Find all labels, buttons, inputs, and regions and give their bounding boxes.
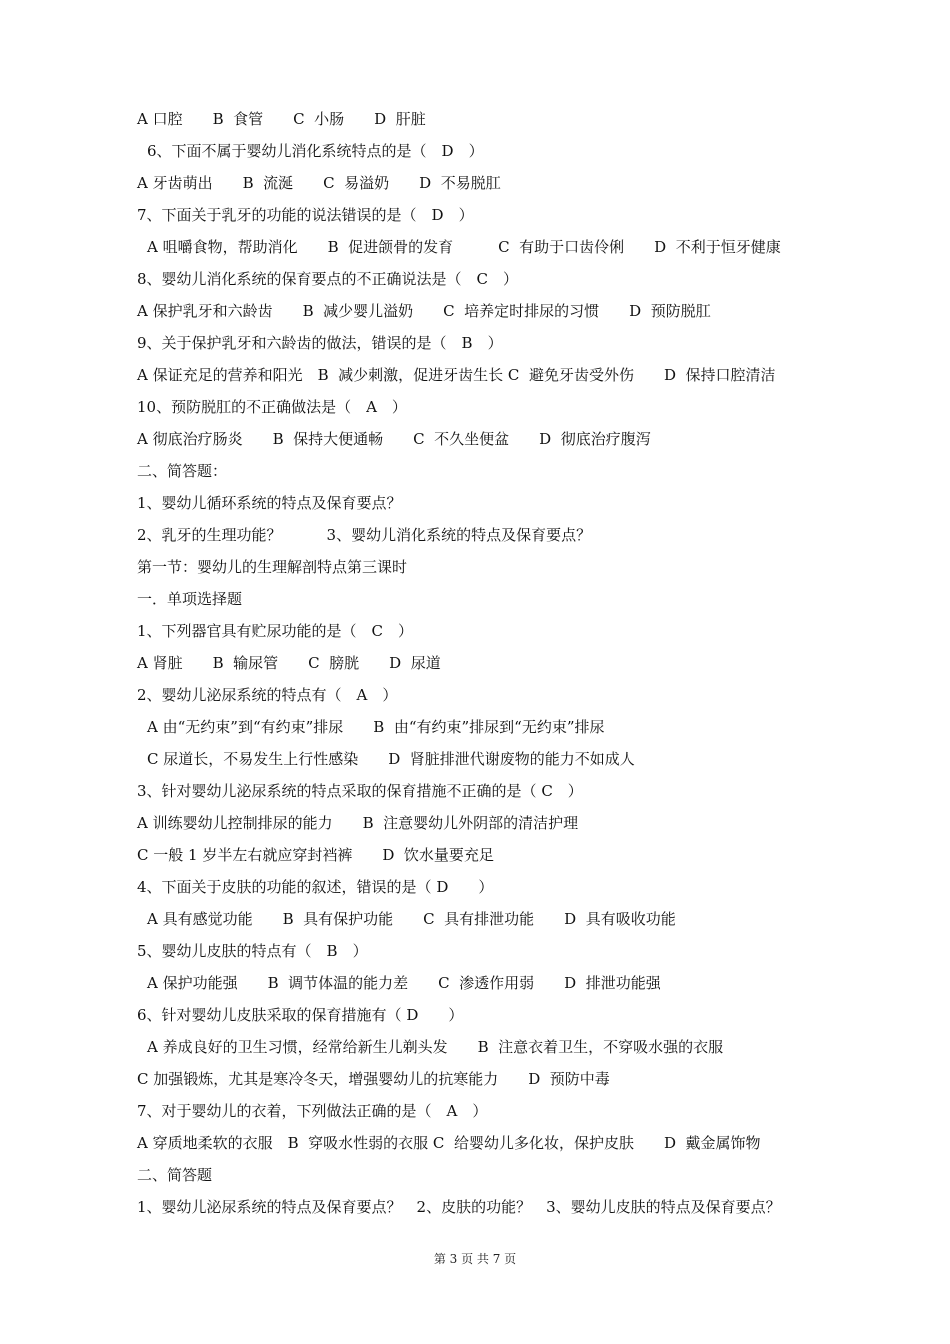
option-line: A 肾脏 B 输尿管 C 膀胱 D 尿道 bbox=[137, 654, 441, 672]
question-line: 2、婴幼儿泌尿系统的特点有（ A ） bbox=[137, 686, 398, 704]
option-line: A 咀嚼食物，帮助消化 B 促进颌骨的发育 C 有助于口齿伶俐 D 不利于恒牙健康 bbox=[147, 238, 781, 256]
question-line: 7、下面关于乳牙的功能的说法错误的是（ D ） bbox=[137, 206, 474, 224]
section-heading: 一．单项选择题 bbox=[137, 590, 243, 608]
option-line: A 养成良好的卫生习惯，经常给新生儿剃头发 B 注意衣着卫生，不穿吸水强的衣服 bbox=[147, 1038, 724, 1056]
option-line: A 保护功能强 B 调节体温的能力差 C 渗透作用弱 D 排泄功能强 bbox=[147, 974, 661, 992]
option-line: A 由“无约束”到“有约束”排尿 B 由“有约束”排尿到“无约束”排尿 bbox=[147, 718, 605, 736]
question-line: 8、婴幼儿消化系统的保育要点的不正确说法是（ C ） bbox=[137, 270, 519, 288]
option-line: A 牙齿萌出 B 流涎 C 易溢奶 D 不易脱肛 bbox=[137, 174, 501, 192]
option-line: A 穿质地柔软的衣服 B 穿吸水性弱的衣服 C 给婴幼儿多化妆，保护皮肤 D 戴金属饰物 bbox=[137, 1134, 761, 1152]
option-line: A 具有感觉功能 B 具有保护功能 C 具有排泄功能 D 具有吸收功能 bbox=[147, 910, 676, 928]
option-line: C 一般 1 岁半左右就应穿封裆裤 D 饮水量要充足 bbox=[137, 846, 494, 864]
question-line: 4、下面关于皮肤的功能的叙述，错误的是（ D ） bbox=[137, 878, 494, 896]
question-line: 5、婴幼儿皮肤的特点有（ B ） bbox=[137, 942, 368, 960]
question-line: 1、下列器官具有贮尿功能的是（ C ） bbox=[137, 622, 414, 640]
question-line: 6、下面不属于婴幼儿消化系统特点的是（ D ） bbox=[147, 142, 484, 160]
option-line: A 口腔 B 食管 C 小肠 D 肝脏 bbox=[137, 110, 426, 128]
option-line: C 加强锻炼，尤其是寒冷冬天，增强婴幼儿的抗寒能力 D 预防中毒 bbox=[137, 1070, 610, 1088]
option-line: A 保证充足的营养和阳光 B 减少刺激，促进牙齿生长 C 避免牙齿受外伤 D 保持口腔清洁 bbox=[137, 366, 776, 384]
question-line: 7、对于婴幼儿的衣着，下列做法正确的是（ A ） bbox=[137, 1102, 488, 1120]
section-heading: 第一节：婴幼儿的生理解剖特点第三课时 bbox=[137, 558, 408, 576]
question-line: 3、针对婴幼儿泌尿系统的特点采取的保育措施不正确的是（ C ） bbox=[137, 782, 583, 800]
question-line: 2、乳牙的生理功能？ 3、婴幼儿消化系统的特点及保育要点？ bbox=[137, 526, 592, 544]
option-line: A 保护乳牙和六龄齿 B 减少婴儿溢奶 C 培养定时排尿的习惯 D 预防脱肛 bbox=[137, 302, 711, 320]
section-heading: 二、简答题： bbox=[137, 462, 228, 480]
question-line: 6、针对婴幼儿皮肤采取的保育措施有（ D ） bbox=[137, 1006, 464, 1024]
option-line: A 训练婴幼儿控制排尿的能力 B 注意婴幼儿外阴部的清洁护理 bbox=[137, 814, 579, 832]
option-line: C 尿道长，不易发生上行性感染 D 肾脏排泄代谢废物的能力不如成人 bbox=[147, 750, 635, 768]
question-line: 10、预防脱肛的不正确做法是（ A ） bbox=[137, 398, 407, 416]
question-line: 1、婴幼儿循环系统的特点及保育要点？ bbox=[137, 494, 402, 512]
page-footer: 第 3 页 共 7 页 bbox=[433, 1252, 517, 1266]
section-heading: 二、简答题 bbox=[137, 1166, 213, 1184]
option-line: A 彻底治疗肠炎 B 保持大便通畅 C 不久坐便盆 D 彻底治疗腹泻 bbox=[137, 430, 651, 448]
question-line: 1、婴幼儿泌尿系统的特点及保育要点？ 2、皮肤的功能？ 3、婴幼儿皮肤的特点及保育要点？ bbox=[137, 1198, 781, 1216]
question-line: 9、关于保护乳牙和六龄齿的做法，错误的是（ B ） bbox=[137, 334, 503, 352]
